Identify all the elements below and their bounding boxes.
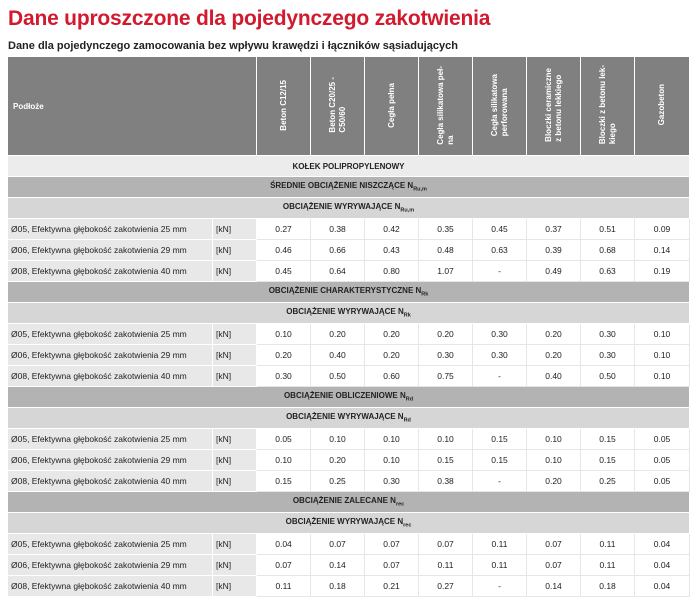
value-cell: 0.49	[527, 261, 581, 282]
table-row	[8, 219, 690, 240]
section-title-text: ŚREDNIE OBCIĄŻENIE NISZCZĄCE N	[270, 181, 414, 191]
table-row	[8, 534, 690, 555]
section-title-row	[8, 492, 690, 513]
table-row	[8, 240, 690, 261]
value-cell: 0.27	[257, 219, 311, 240]
value-cell: -	[473, 366, 527, 387]
section-title	[8, 282, 690, 303]
value-cell: 0.45	[257, 261, 311, 282]
row-label: Ø06, Efektywna głębokość zakotwienia 29 mm	[8, 345, 213, 366]
row-label: Ø05, Efektywna głębokość zakotwienia 25 mm	[8, 219, 213, 240]
row-unit: [kN]	[213, 450, 257, 471]
value-cell: 0.18	[311, 576, 365, 597]
value-cell: 0.46	[257, 240, 311, 261]
row-label: Ø08, Efektywna głębokość zakotwienia 40 mm	[8, 471, 213, 492]
value-cell: -	[473, 261, 527, 282]
page-subtitle: Dane dla pojedynczego zamocowania bez wpływu krawędzi i łączników sąsiadujących	[8, 40, 458, 52]
row-unit: [kN]	[213, 555, 257, 576]
value-cell: 0.48	[419, 240, 473, 261]
value-cell: 0.42	[365, 219, 419, 240]
value-cell: 0.11	[581, 534, 635, 555]
value-cell: 0.30	[365, 471, 419, 492]
value-cell: 0.10	[257, 450, 311, 471]
section-subtitle-text: OBCIĄŻENIE WYRYWAJĄCE N	[285, 517, 404, 527]
value-cell: 0.07	[365, 555, 419, 576]
row-unit: [kN]	[213, 261, 257, 282]
section-title-row	[8, 282, 690, 303]
table-row	[8, 324, 690, 345]
section-subtitle-text: OBCIĄŻENIE WYRYWAJĄCE N	[286, 412, 404, 422]
column-header-text: Beton C20/25 - C50/60	[327, 77, 347, 133]
section-title	[8, 492, 690, 513]
page-title: Dane uproszczone dla pojedynczego zakotwienia	[8, 7, 491, 30]
section-subtitle-subscript: Rd	[403, 417, 411, 424]
column-header	[635, 57, 690, 156]
table-row	[8, 471, 690, 492]
value-cell: 0.10	[635, 324, 690, 345]
section-subtitle-subscript: rec	[403, 522, 412, 529]
value-cell: 0.15	[473, 429, 527, 450]
section-subtitle-row	[8, 198, 690, 219]
value-cell: 0.11	[473, 555, 527, 576]
table-row	[8, 576, 690, 597]
row-label: Ø08, Efektywna głębokość zakotwienia 40 mm	[8, 576, 213, 597]
table-body	[8, 57, 690, 597]
value-cell: 0.27	[419, 576, 473, 597]
row-label: Ø06, Efektywna głębokość zakotwienia 29 mm	[8, 450, 213, 471]
value-cell: 0.30	[419, 345, 473, 366]
value-cell: 0.68	[581, 240, 635, 261]
table-row	[8, 261, 690, 282]
value-cell: 0.20	[257, 345, 311, 366]
row-label: Ø05, Efektywna głębokość zakotwienia 25 mm	[8, 429, 213, 450]
value-cell: 0.50	[581, 366, 635, 387]
value-cell: 0.20	[365, 345, 419, 366]
product-band	[8, 156, 690, 177]
column-header	[257, 57, 311, 156]
value-cell: 0.07	[257, 555, 311, 576]
section-subtitle	[8, 303, 690, 324]
column-header-text: Gazobeton	[657, 84, 667, 126]
row-unit: [kN]	[213, 324, 257, 345]
column-header-text: Bloczki ceramiczne z betonu lekkiego	[543, 68, 563, 142]
row-label: Ø08, Efektywna głębokość zakotwienia 40 mm	[8, 261, 213, 282]
value-cell: -	[473, 471, 527, 492]
column-header-text: Cegła pełna	[386, 82, 396, 128]
value-cell: 0.10	[635, 345, 690, 366]
value-cell: 0.37	[527, 219, 581, 240]
value-cell: 0.30	[257, 366, 311, 387]
section-title	[8, 387, 690, 408]
value-cell: 0.09	[635, 219, 690, 240]
value-cell: 0.07	[365, 534, 419, 555]
row-label: Ø08, Efektywna głębokość zakotwienia 40 mm	[8, 366, 213, 387]
value-cell: 0.30	[473, 324, 527, 345]
value-cell: 0.10	[365, 450, 419, 471]
value-cell: 0.38	[419, 471, 473, 492]
value-cell: 0.10	[635, 366, 690, 387]
section-subtitle-row	[8, 513, 690, 534]
value-cell: 0.39	[527, 240, 581, 261]
row-label: Ø05, Efektywna głębokość zakotwienia 25 mm	[8, 534, 213, 555]
value-cell: 0.10	[311, 429, 365, 450]
value-cell: 0.11	[581, 555, 635, 576]
value-cell: 0.64	[311, 261, 365, 282]
value-cell: 0.80	[365, 261, 419, 282]
value-cell: 0.05	[635, 450, 690, 471]
product-band-label: KOŁEK POLIPROPYLENOWY	[8, 156, 690, 177]
value-cell: 0.14	[311, 555, 365, 576]
value-cell: 0.63	[581, 261, 635, 282]
value-cell: 0.40	[311, 345, 365, 366]
column-header	[365, 57, 419, 156]
value-cell: 0.15	[257, 471, 311, 492]
row-label: Ø06, Efektywna głębokość zakotwienia 29 mm	[8, 555, 213, 576]
value-cell: 0.50	[311, 366, 365, 387]
column-header-text: Bloczki z betonu lek- kiego	[597, 65, 617, 145]
value-cell: 0.38	[311, 219, 365, 240]
value-cell: 0.04	[257, 534, 311, 555]
value-cell: 0.40	[527, 366, 581, 387]
value-cell: 0.10	[527, 429, 581, 450]
value-cell: 0.30	[581, 345, 635, 366]
row-unit: [kN]	[213, 345, 257, 366]
value-cell: 0.05	[257, 429, 311, 450]
value-cell: 0.21	[365, 576, 419, 597]
header-row	[8, 57, 690, 156]
row-unit: [kN]	[213, 471, 257, 492]
value-cell: 0.07	[527, 534, 581, 555]
value-cell: 0.25	[581, 471, 635, 492]
section-subtitle-subscript: Ru,m	[400, 207, 415, 214]
value-cell: 0.10	[527, 450, 581, 471]
load-data-table	[7, 56, 690, 597]
table-row	[8, 345, 690, 366]
value-cell: 0.15	[473, 450, 527, 471]
value-cell: 0.20	[311, 450, 365, 471]
value-cell: 0.35	[419, 219, 473, 240]
row-label: Ø06, Efektywna głębokość zakotwienia 29 mm	[8, 240, 213, 261]
section-title-text: OBCIĄŻENIE CHARAKTERYSTYCZNE N	[268, 286, 422, 296]
value-cell: 0.15	[581, 429, 635, 450]
section-title-subscript: Rd	[405, 396, 414, 403]
value-cell: 0.07	[311, 534, 365, 555]
table-row	[8, 555, 690, 576]
value-cell: 0.11	[419, 555, 473, 576]
value-cell: 0.10	[365, 429, 419, 450]
column-header	[527, 57, 581, 156]
column-header-text: Beton C12/15	[278, 79, 288, 131]
section-title-text: OBCIĄŻENIE ZALECANE N	[292, 496, 396, 506]
section-subtitle-text: OBCIĄŻENIE WYRYWAJĄCE N	[286, 307, 404, 317]
value-cell: 0.11	[257, 576, 311, 597]
section-subtitle-text: OBCIĄŻENIE WYRYWAJĄCE N	[282, 202, 401, 212]
value-cell: 0.63	[473, 240, 527, 261]
value-cell: 0.20	[365, 324, 419, 345]
row-unit: [kN]	[213, 219, 257, 240]
table-row	[8, 450, 690, 471]
section-title-subscript: Ru,m	[413, 186, 427, 193]
value-cell: 0.05	[635, 429, 690, 450]
value-cell: 0.20	[527, 471, 581, 492]
column-header	[311, 57, 365, 156]
value-cell: 0.11	[473, 534, 527, 555]
section-subtitle-subscript: Rk	[403, 312, 411, 319]
row-unit: [kN]	[213, 429, 257, 450]
value-cell: 0.04	[635, 576, 690, 597]
value-cell: 0.18	[581, 576, 635, 597]
value-cell: 0.51	[581, 219, 635, 240]
value-cell: 0.10	[419, 429, 473, 450]
value-cell: 0.07	[419, 534, 473, 555]
row-unit: [kN]	[213, 366, 257, 387]
value-cell: 0.15	[581, 450, 635, 471]
value-cell: 0.25	[311, 471, 365, 492]
value-cell: 0.30	[473, 345, 527, 366]
section-title-row	[8, 387, 690, 408]
row-label: Ø05, Efektywna głębokość zakotwienia 25 mm	[8, 324, 213, 345]
section-title-subscript: Rk	[421, 291, 429, 298]
value-cell: 0.14	[635, 240, 690, 261]
section-title	[8, 177, 690, 198]
section-title-subscript: rec	[395, 501, 405, 508]
value-cell: 0.60	[365, 366, 419, 387]
substrate-header: Podłoże	[8, 57, 257, 156]
section-subtitle-row	[8, 408, 690, 429]
value-cell: 0.07	[527, 555, 581, 576]
value-cell: 0.20	[311, 324, 365, 345]
row-unit: [kN]	[213, 576, 257, 597]
value-cell: 0.30	[581, 324, 635, 345]
table-row	[8, 366, 690, 387]
value-cell: 0.45	[473, 219, 527, 240]
section-title-text: OBCIĄŻENIE OBLICZENIOWE N	[283, 391, 406, 401]
value-cell: 1.07	[419, 261, 473, 282]
section-subtitle-row	[8, 303, 690, 324]
section-subtitle	[8, 198, 690, 219]
value-cell: 0.05	[635, 471, 690, 492]
section-subtitle	[8, 513, 690, 534]
table-row	[8, 429, 690, 450]
value-cell: 0.15	[419, 450, 473, 471]
value-cell: 0.66	[311, 240, 365, 261]
row-unit: [kN]	[213, 534, 257, 555]
value-cell: 0.14	[527, 576, 581, 597]
value-cell: 0.19	[635, 261, 690, 282]
column-header	[581, 57, 635, 156]
value-cell: 0.04	[635, 555, 690, 576]
value-cell: 0.20	[527, 345, 581, 366]
value-cell: 0.20	[419, 324, 473, 345]
value-cell: 0.10	[257, 324, 311, 345]
column-header	[473, 57, 527, 156]
column-header-text: Cegła silikatowa perforowana	[489, 73, 509, 137]
value-cell: 0.75	[419, 366, 473, 387]
value-cell: -	[473, 576, 527, 597]
value-cell: 0.20	[527, 324, 581, 345]
column-header	[419, 57, 473, 156]
section-subtitle	[8, 408, 690, 429]
value-cell: 0.04	[635, 534, 690, 555]
column-header-text: Cegła silikatowa peł- na	[435, 65, 455, 145]
value-cell: 0.43	[365, 240, 419, 261]
section-title-row	[8, 177, 690, 198]
row-unit: [kN]	[213, 240, 257, 261]
